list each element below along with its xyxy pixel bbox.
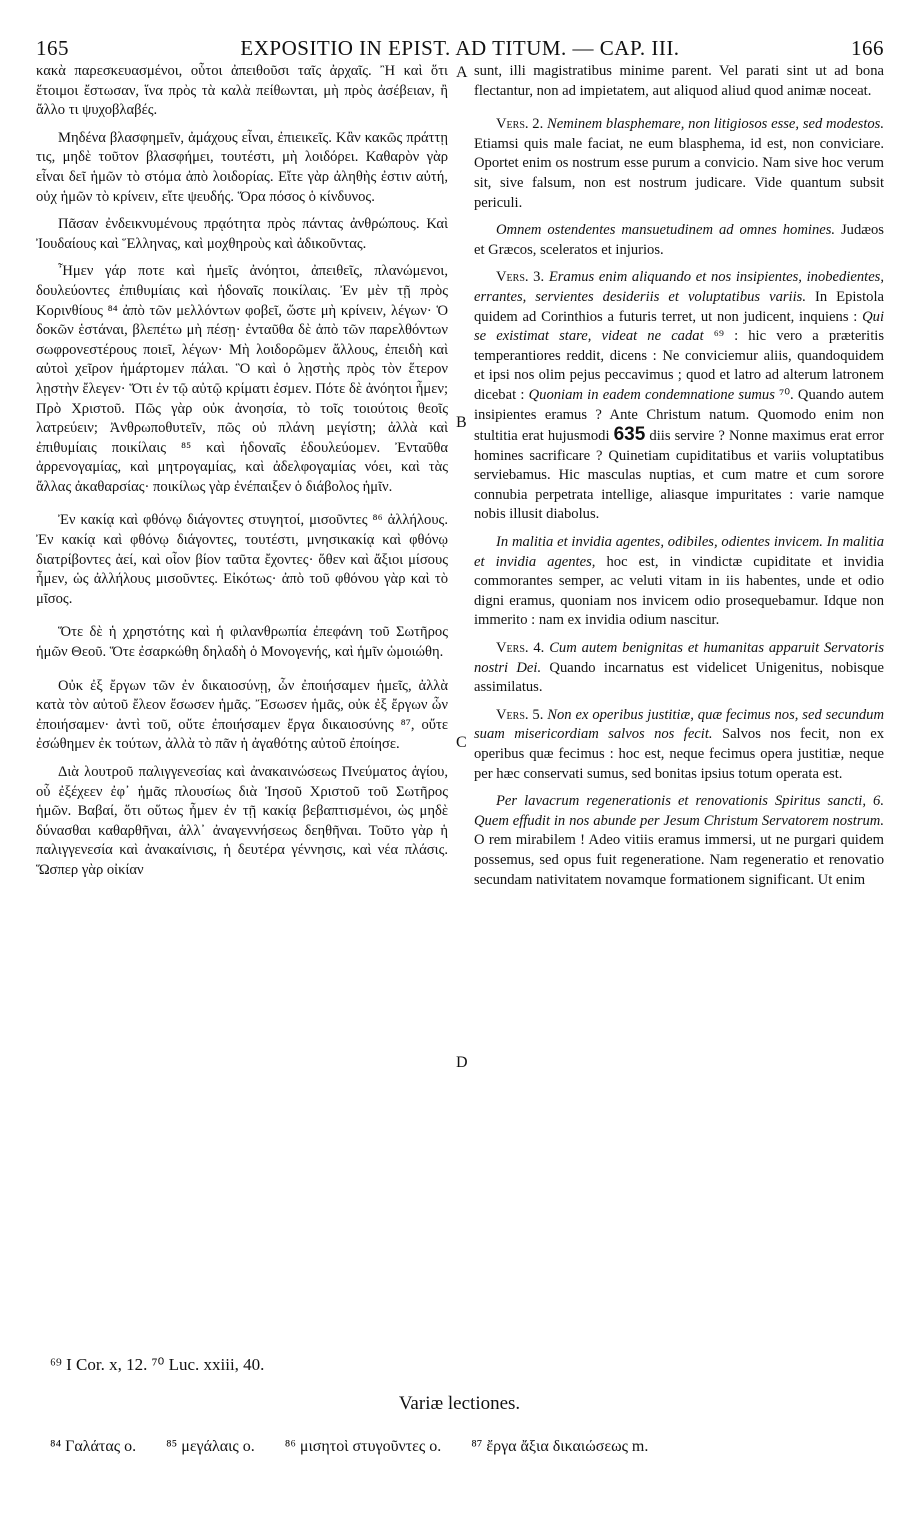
latin-text: diis servire ? Nonne maximus erat error homines sacrificare ? Quinetiam cupiditatibus et variis voluptatibus serviebamus. Hic masculas nuptias, et cum matre et cum sorore connubia perpetrata intellige, aliasque impuritates : varie namque nobis illusit diabolus. [474,428,884,523]
lemma: Eramus enim aliquando et nos insipientes, inobedientes, errantes, servientes desideriis et voluptatibus variis. [474,269,885,305]
variae-lectiones-notes [50,1438,880,1456]
latin-paragraph [474,706,884,784]
page-number-left: 165 [36,36,69,60]
greek-paragraph: Πᾶσαν ἐνδεικνυμένους πρᾳότητα πρὸς πάντας ἀνθρώπους. Καὶ Ἰουδαίους καὶ Ἕλληνας, καὶ μοχθηροὺς καὶ ἀδικοῦντας. [36,216,448,252]
latin-paragraph [474,268,884,525]
variant-note: ⁸⁶ μισητοὶ στυγοῦντες o. [284,1438,442,1455]
latin-text: hoc est, in vindictæ cupiditate et invidia commorantes semper, ac veluti vitam in iis habentes, unde et odio digni eramus, quoniam nos invicem odio prosequebamur. Idque non immerito : nam ex invidia odium nascitur. [474,553,884,629]
latin-text: Etiamsi quis male faciat, ne eum blasphema, id est, non conviciare. Oportet enim os nostrum esse purum a convicio. Nam sive hoc verum sit, sive falsum, non est nostrum judicare. Vide quantum subsit periculi. [474,135,884,211]
greek-column [36,62,448,889]
greek-paragraph: Διὰ λουτροῦ παλιγγενεσίας καὶ ἀνακαινώσεως Πνεύματος ἁγίου, οὗ ἐξέχεεν ἐφ᾽ ἡμᾶς πλουσίως διὰ Ἰησοῦ Χριστοῦ τοῦ Σωτῆρος ἡμῶν. Βαβαί, ὅτι οὕτως ἦμεν ἐν τῇ κακίᾳ βεβαπτισμένοι, ὡς μηδὲ δύνασθαι καθαρθῆναι, ἀλλ᾽ ἀναγεννήσεως δεηθῆναι. Τοῦτο γὰρ ἡ παλιγγενεσία καὶ ἀνακαίνισις, ἡ δευτέρα γέννησις, καὶ νέα πλάσις. Ὥσπερ γὰρ οἰκίαν [36,764,448,878]
latin-text: Quando incarnatus est videlicet Unigenitus, nobisque assimilatus. [474,659,884,696]
footnotes: ⁶⁹ I Cor. x, 12. ⁷⁰ Luc. xxiii, 40. [50,1355,265,1374]
latin-text: ⁷⁰. Quando autem insipientes eramus ? Ante Christum natum. Quomodo enim non stultitia erat hujusmodi [474,386,884,445]
greek-paragraph: Ἐν κακίᾳ καὶ φθόνῳ διάγοντες στυγητοί, μισοῦντες ⁸⁶ ἀλλήλους. Ἐν κακίᾳ καὶ φθόνῳ διάγοντες, τουτέστι, μνησικακίᾳ καὶ φθόνῳ διατρίβοντες ἀεί, καὶ οἷον βίον ταῦτα ἔχοντες· ὅθεν καὶ ἄξιοι μίσους ἦμεν, ὡς ἀλλήλους μισοῦντες. Εἰκότως· ἀπὸ τοῦ φθόνου γὰρ καὶ τὸ μῖσος. [36,512,448,607]
latin-paragraph [474,62,884,101]
variant-note: ⁸⁴ Γαλάτας o. [50,1438,137,1455]
running-title: EXPOSITIO IN EPIST. AD TITUM. — CAP. III. [240,36,680,60]
column-marker-b: B [456,414,467,431]
latin-paragraph [474,533,884,631]
variae-lectiones-title: Variæ lectiones. [398,1393,521,1414]
lemma: Cum autem benignitas et humanitas apparuit Servatoris nostri Dei. [474,640,884,676]
latin-paragraph [474,792,884,890]
lemma: Per lavacrum regenerationis et renovationis Spiritus sancti, 6. Quem effudit in nos abunde per Jesum Christum Servatorem nostrum. [474,793,884,829]
greek-paragraph: Οὐκ ἐξ ἔργων τῶν ἐν δικαιοσύνῃ, ὧν ἐποιήσαμεν ἡμεῖς, ἀλλὰ κατὰ τὸν αὐτοῦ ἔλεον ἔσωσεν ἡμᾶς. Ἔσωσεν ἡμᾶς, οὐκ ἐξ ἔργων ὧν ἐποιήσαμεν· ἀντὶ τοῦ, οὔτε ἐποιήσαμεν ἔργα δικαιοσύνης ⁸⁷, οὔτε ἐσώθημεν ἐκ τούτων, ἀλλὰ τὸ πᾶν ἡ ἀγαθότης αὐτοῦ ἐποίησε. [36,677,448,753]
lemma: Neminem blasphemare, non litigiosos esse, sed modestos. [547,116,884,133]
column-marker-d: D [456,1054,468,1071]
variant-note: ⁸⁷ ἔργα ἄξια δικαιώσεως m. [471,1438,649,1455]
latin-paragraph [474,221,884,260]
inline-page-number: 635 [613,424,646,446]
verse-label: Vers. 3. [496,269,545,286]
variant-note: ⁸⁵ μεγάλαις o. [166,1438,255,1455]
latin-text: ⁶⁹ : hic vero a præteritis temperantiores reddit, dicens : Ne conviciemur aliis, quandoquidem et ipsi nos olim pejus peccavimus ; quod et latro ad alterum latronem dicebat : [474,328,884,403]
column-marker-a: A [456,64,468,81]
latin-text: Judæos et Græcos, sceleratos et injurios. [474,222,884,258]
latin-paragraph [474,639,884,698]
verse-label: Vers. 5. [496,706,544,723]
quotation: Quoniam in eadem condemnatione sumus [528,386,775,403]
lemma: Omnem ostendentes mansuetudinem ad omnes homines. [496,222,836,239]
greek-paragraph: Μηδένα βλασφημεῖν, ἀμάχους εἶναι, ἐπιεικεῖς. Κἂν κακῶς πράττῃ τις, μηδὲ τοῦτον βλασφήμει, τουτέστι, μὴ λοιδόρει. Καθαρὸν γὰρ εἶναι δεῖ ἡμῶν τὸ στόμα ἀπὸ λοιδορίας. Εἴτε γὰρ ἀληθὴς ἐστιν αὐτή, οὐχ ἡμῶν τὸ κρίνειν, εἴτε ψευδής. Ὅρα πόσος ὁ κίνδυνος. [36,129,448,205]
greek-paragraph: κακὰ παρεσκευασμένοι, οὗτοι ἀπειθοῦσι ταῖς ἀρχαῖς. Ἢ καὶ ὅτι ἕτοιμοι ἔστωσαν, ἵνα πρὸς τὰ καλὰ πείθωνται, μὴ πρὸς ἀσέβειαν, ἢ ἄλλο τι ψυχοβλαβές. [36,63,448,119]
latin-text: Salvos nos fecit, non ex operibus quæ fecimus : hoc est, neque fecimus opera justitiæ, neque per hæc conservati sumus, sed bonitas ipsius totum operata est. [474,726,884,782]
latin-paragraph [474,115,884,213]
column-marker-c: C [456,734,467,751]
latin-text: sunt, illi magistratibus minime parent. Vel parati sint ut ad bona flectantur, non ad impietatem, aut aliquod aliud quod animæ noceat. [474,63,884,99]
greek-paragraph: Ἦμεν γάρ ποτε καὶ ἡμεῖς ἀνόητοι, ἀπειθεῖς, πλανώμενοι, δουλεύοντες ἐπιθυμίαις καὶ ἡδοναῖς ποικίλαις. Ἐν μὲν τῇ πρὸς Κορινθίους ⁸⁴ ἀπὸ τῶν μελλόντων φοβεῖ, ὥστε μὴ κρίνειν, λέγων· Ὁ δοκῶν ἑστάναι, βλεπέτω μὴ πέσῃ· ἐνταῦθα δὲ ἀπὸ τῶν παρελθόντων σωφρονεστέρους ποιεῖ, λέγων· Μὴ λοιδορῶμεν ἄλλους, ἐπειδὴ καὶ αὐτοὶ χεῖρον ἡμάρτομεν πάλαι. Ὃ καὶ ὁ λῃστὴς πρὸς τὸν ἕτερον λῃστὴν ἔλεγεν· Ὅτι ἐν τῷ αὐτῷ κρίματι ἐσμεν. Πότε δὲ ἀνόητοι ἦμεν; Πρὸ Χριστοῦ. Πῶς γὰρ οὐκ ἀνοησία, τὸ τοῖς τοιούτοις θεοῖς λατρεύειν; Ἀνθρωποθυτεῖν, πῶς οὐ πλάνη μεγίστη; ἀλλὰ καὶ ἐπιθυμίαις ποικίλαις ⁸⁵ καὶ ἡδοναῖς ἐδουλεύομεν. Ἐνταῦθα ἀρρενογαμίας, καὶ μητρογαμίας, καὶ ἀδελφογαμίας νόει, καὶ τὰς ἄλλας ἀκαθαρσίας· ποικίλως γὰρ ἐνέπαιξεν ὁ διάβολος ἡμῖν. [36,263,448,495]
lemma: Non ex operibus justitiæ, quæ fecimus nos, sed secundum suam misericordiam salvos nos fecit. [474,706,885,743]
page-number-right: 166 [851,36,884,60]
greek-paragraph: Ὅτε δὲ ἡ χρηστότης καὶ ἡ φιλανθρωπία ἐπεφάνη τοῦ Σωτῆρος ἡμῶν Θεοῦ. Ὅτε ἐσαρκώθη δηλαδὴ ὁ Μονογενής, καὶ ἡμῖν ὡμοιώθη. [36,624,448,661]
verse-label: Vers. 2. [496,116,544,133]
quotation: Qui se existimat stare, videat ne cadat [474,308,884,345]
latin-column [474,62,884,898]
running-header [36,36,884,62]
latin-text: In Epistola quidem ad Corinthios a futuris terret, ut non judicent, inquiens : [474,288,884,325]
verse-label: Vers. 4. [496,640,545,657]
lemma: In malitia et invidia agentes, odibiles, odientes invicem. In malitia et invidia agentes, [474,534,884,570]
latin-text: O rem mirabilem ! Adeo vitiis eramus immersi, ut ne purgari quidem possemus, sed opus fuit regeneratione. Nam regeneratio et renovatio secundam nativitatem novamque formationem significant. Ut enim [474,832,884,888]
